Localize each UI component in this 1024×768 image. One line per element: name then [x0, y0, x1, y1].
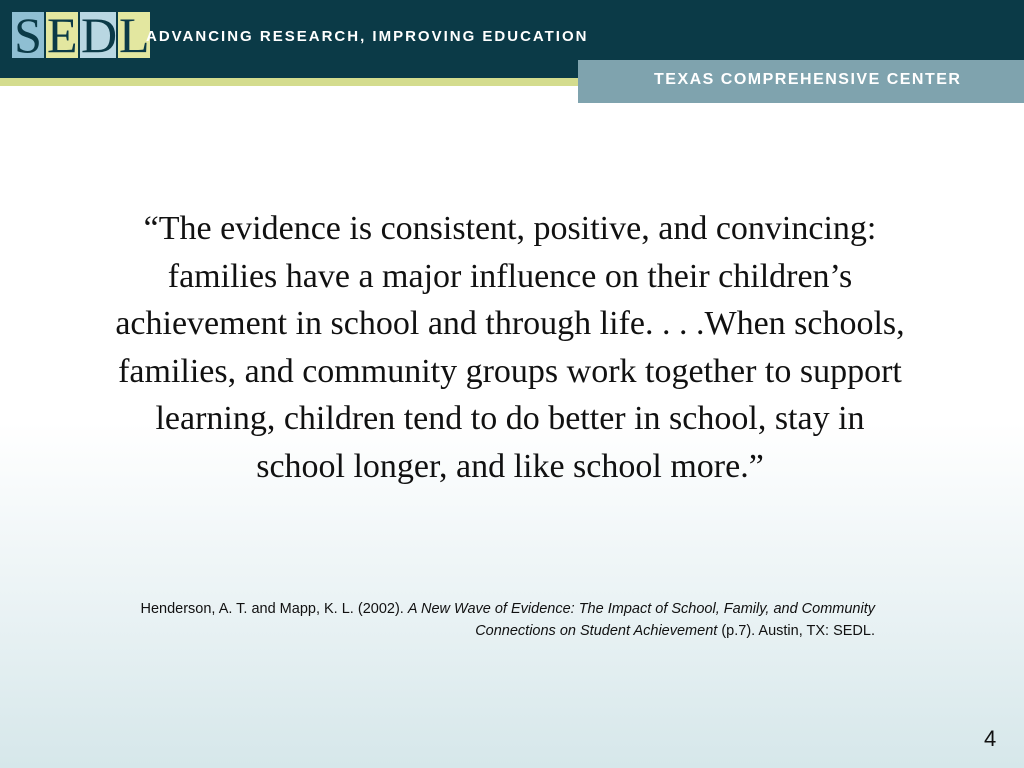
logo-letter-l: L [119, 7, 150, 63]
citation-details: (p.7). Austin, TX: SEDL. [721, 623, 875, 639]
citation-authors: Henderson, A. T. and Mapp, K. L. (2002). [140, 601, 404, 617]
sedl-logo [12, 7, 150, 63]
accent-stripe [0, 78, 580, 86]
page-number: 4 [984, 726, 997, 751]
logo-letter-e: E [47, 7, 78, 63]
citation-title: A New Wave of Evidence: The Impact of School, Family, and Community Connections on Student Achievement [407, 601, 875, 639]
logo-letter-d: D [81, 7, 118, 63]
quote-text: “The evidence is consistent, positive, and convincing: families have a major influence on their children’s achievement in school and through life. . . .When schools, families, and community groups work together to support learning, children tend to do better in school, stay in school longer, and like school more.” [115, 210, 905, 485]
citation [120, 598, 875, 642]
tagline: ADVANCING RESEARCH, IMPROVING EDUCATION [146, 28, 589, 45]
center-name: TEXAS COMPREHENSIVE CENTER [654, 71, 962, 88]
logo-letter-s: S [12, 12, 44, 58]
